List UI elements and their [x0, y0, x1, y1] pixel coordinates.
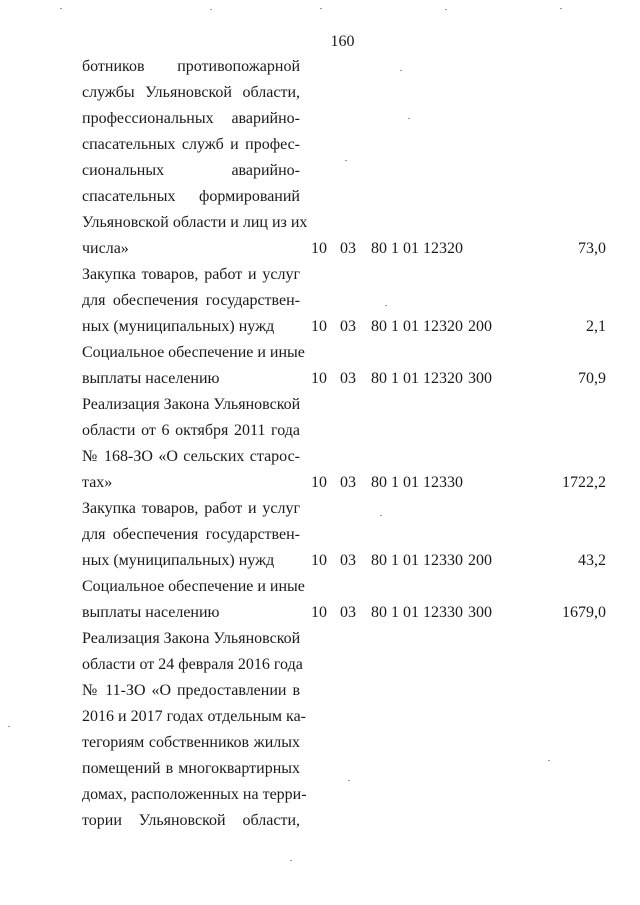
amount: 73,0 — [578, 240, 606, 257]
description-line: профессиональных аварийно- — [82, 110, 300, 127]
description-line: сиональных аварийно- — [82, 162, 300, 179]
description-line: спасательных служб и профес- — [82, 136, 300, 153]
row-description — [82, 340, 305, 392]
target-article-code: 80 1 01 12320 — [371, 370, 463, 387]
scan-speck — [290, 860, 292, 861]
scan-speck — [348, 780, 350, 781]
description-line: области от 6 октября 2011 года — [82, 422, 300, 439]
section-code: 10 — [311, 370, 327, 387]
description-line: домах, расположенных на терри- — [82, 786, 307, 803]
row-description — [82, 574, 305, 626]
amount: 1679,0 — [562, 604, 606, 621]
scan-speck — [445, 9, 447, 10]
subsection-code: 03 — [340, 604, 356, 621]
scan-speck — [560, 8, 562, 9]
row-description — [82, 54, 308, 262]
target-article-code: 80 1 01 12320 — [371, 318, 463, 335]
section-code: 10 — [311, 318, 327, 335]
description-line: для обеспечения государствен- — [82, 292, 300, 309]
amount: 1722,2 — [562, 474, 606, 491]
description-line: области от 24 февраля 2016 года — [82, 656, 303, 673]
description-line: Социальное обеспечение и иные — [82, 344, 305, 361]
expense-type-code: 200 — [468, 318, 492, 335]
section-code: 10 — [311, 552, 327, 569]
target-article-code: 80 1 01 12330 — [371, 552, 463, 569]
description-line: Реализация Закона Ульяновской — [82, 396, 301, 413]
description-line: ных (муниципальных) нужд — [82, 318, 275, 335]
description-line: для обеспечения государствен- — [82, 526, 300, 543]
description-line: № 11-ЗО «О предоставлении в — [82, 682, 300, 699]
description-line: Ульяновской области и лиц из их — [82, 214, 308, 231]
description-line: № 168-ЗО «О сельских старос- — [82, 448, 300, 465]
description-line: ботников противопожарной — [82, 58, 300, 75]
page-number: 160 — [330, 33, 355, 50]
expense-type-code: 300 — [468, 604, 492, 621]
description-line: 2016 и 2017 годах отдельным ка- — [82, 708, 306, 725]
row-description — [82, 496, 300, 574]
scan-speck — [210, 9, 212, 10]
description-line: спасательных формирований — [82, 188, 300, 205]
row-description — [82, 392, 300, 496]
expense-type-code: 300 — [468, 370, 492, 387]
description-line: тах» — [82, 474, 113, 491]
description-line: выплаты населению — [82, 370, 220, 387]
section-code: 10 — [311, 240, 327, 257]
scan-speck — [408, 118, 410, 119]
amount: 70,9 — [578, 370, 606, 387]
subsection-code: 03 — [340, 552, 356, 569]
description-line: службы Ульяновской области, — [82, 84, 300, 101]
section-code: 10 — [311, 604, 327, 621]
description-line: Закупка товаров, работ и услуг — [82, 266, 300, 283]
subsection-code: 03 — [340, 474, 356, 491]
amount: 2,1 — [586, 318, 606, 335]
scan-speck — [548, 760, 550, 761]
expense-type-code: 200 — [468, 552, 492, 569]
description-line: Закупка товаров, работ и услуг — [82, 500, 300, 517]
target-article-code: 80 1 01 12330 — [371, 474, 463, 491]
description-line: Социальное обеспечение и иные — [82, 578, 305, 595]
description-line: выплаты населению — [82, 604, 220, 621]
row-description — [82, 262, 300, 340]
description-line: числа» — [82, 240, 129, 257]
target-article-code: 80 1 01 12330 — [371, 604, 463, 621]
row-description — [82, 626, 307, 834]
scan-speck — [345, 160, 347, 161]
description-line: тегориям собственников жилых — [82, 734, 300, 751]
scan-speck — [385, 305, 387, 306]
subsection-code: 03 — [340, 318, 356, 335]
scan-speck — [320, 8, 322, 9]
scan-speck — [60, 8, 62, 9]
scan-speck — [400, 70, 402, 71]
section-code: 10 — [311, 474, 327, 491]
description-line: Реализация Закона Ульяновской — [82, 630, 301, 647]
scan-speck — [8, 726, 10, 727]
amount: 43,2 — [578, 552, 606, 569]
subsection-code: 03 — [340, 370, 356, 387]
target-article-code: 80 1 01 12320 — [371, 240, 463, 257]
scan-speck — [380, 515, 382, 516]
subsection-code: 03 — [340, 240, 356, 257]
description-line: ных (муниципальных) нужд — [82, 552, 275, 569]
description-line: тории Ульяновской области, — [82, 812, 300, 829]
description-line: помещений в многоквартирных — [82, 760, 300, 777]
